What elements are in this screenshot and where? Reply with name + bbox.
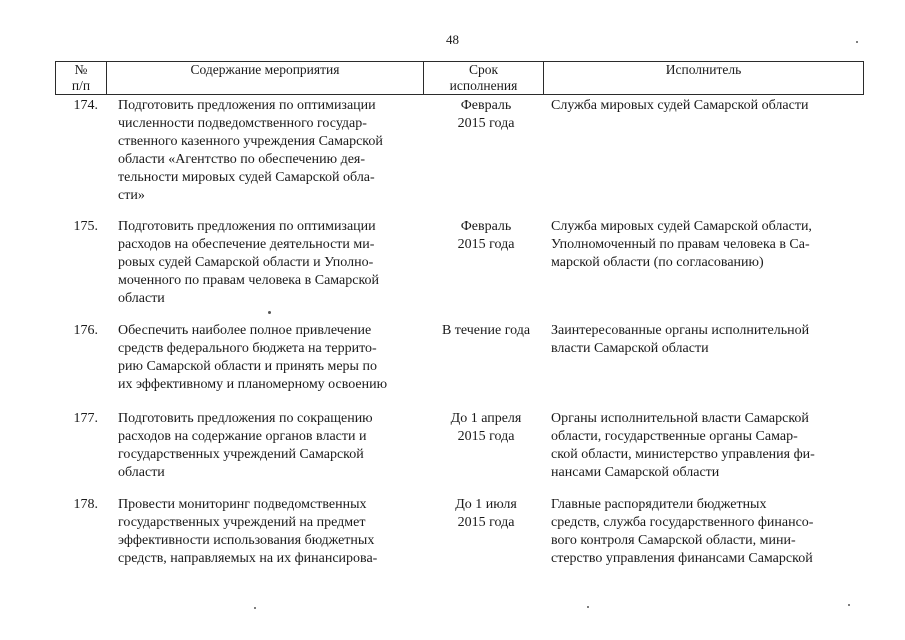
text-line: В течение года: [441, 323, 531, 338]
text-line: расходов на обеспечение деятельности ми-: [118, 237, 375, 252]
scan-speck: [856, 41, 858, 43]
row-content: [118, 218, 414, 308]
text-line: 2015 года: [457, 515, 515, 530]
row-deadline: [428, 322, 544, 340]
header-text: Срок: [468, 62, 499, 77]
row-executor: [551, 410, 851, 482]
row-deadline: [428, 218, 544, 254]
text-line: Обеспечить наиболее полное привлечение: [118, 323, 372, 338]
text-line: марской области (по согласованию): [551, 255, 764, 270]
header-text: №: [74, 62, 88, 77]
text-line: власти Самарской области: [551, 341, 709, 356]
header-col-content: [107, 62, 423, 78]
text-line: До 1 апреля: [450, 411, 522, 426]
header-divider: [863, 61, 864, 95]
text-line: Заинтересованные органы исполнительной: [551, 323, 810, 338]
text-line: средств, направляемых на их финансирова-: [118, 551, 378, 566]
text-line: стерство управления финансами Самарской: [551, 551, 813, 566]
scan-speck: [254, 607, 256, 609]
header-col-executor: [544, 62, 863, 78]
row-number: 175.: [73, 219, 98, 234]
text-line: Служба мировых судей Самарской области: [551, 98, 809, 113]
row-content: [118, 496, 414, 568]
row-executor: [551, 322, 851, 358]
text-line: 2015 года: [457, 237, 515, 252]
page-number: 48: [446, 32, 459, 47]
text-line: Подготовить предложения по оптимизации: [118, 219, 376, 234]
row-executor: [551, 218, 851, 272]
row-number: 174.: [73, 98, 98, 113]
text-line: 2015 года: [457, 429, 515, 444]
header-bottom-border: [55, 94, 864, 95]
text-line: тельности мировых судей Самарской обла-: [118, 170, 375, 185]
text-line: сти»: [118, 188, 145, 203]
text-line: вого контроля Самарской области, мини-: [551, 533, 796, 548]
header-col-deadline: [424, 62, 543, 94]
text-line: рию Самарской области и принять меры по: [118, 359, 377, 374]
text-line: Уполномоченный по правам человека в Са-: [551, 237, 810, 252]
text-line: 2015 года: [457, 116, 515, 131]
header-col-num: [56, 62, 106, 94]
row-number: 178.: [73, 497, 98, 512]
text-line: Февраль: [460, 219, 512, 234]
row-deadline: [428, 496, 544, 532]
row-executor: [551, 97, 851, 115]
text-line: Органы исполнительной власти Самарской: [551, 411, 809, 426]
text-line: моченного по правам человека в Самарской: [118, 273, 380, 288]
text-line: средств федерального бюджета на террито-: [118, 341, 377, 356]
text-line: До 1 июля: [455, 497, 517, 512]
text-line: ской области, министерство управления фи-: [551, 447, 815, 462]
text-line: государственных учреждений Самарской: [118, 447, 364, 462]
row-deadline: [428, 410, 544, 446]
text-line: Главные распорядители бюджетных: [551, 497, 767, 512]
scan-speck: [268, 311, 271, 314]
row-number: 176.: [73, 323, 98, 338]
text-line: Подготовить предложения по сокращению: [118, 411, 373, 426]
text-line: Февраль: [460, 98, 512, 113]
text-line: области, государственные органы Самар-: [551, 429, 798, 444]
text-line: Подготовить предложения по оптимизации: [118, 98, 376, 113]
text-line: области: [118, 291, 165, 306]
scan-speck: [848, 604, 850, 606]
text-line: средств, служба государственного финансо-: [551, 515, 814, 530]
row-content: [118, 322, 414, 394]
row-content: [118, 410, 414, 482]
text-line: Провести мониторинг подведомственных: [118, 497, 367, 512]
text-line: ровых судей Самарской области и Уполно-: [118, 255, 374, 270]
header-text: Исполнитель: [665, 62, 742, 77]
row-deadline: [428, 97, 544, 133]
row-number: 177.: [73, 411, 98, 426]
text-line: численности подведомственного государ-: [118, 116, 367, 131]
text-line: расходов на содержание органов власти и: [118, 429, 367, 444]
text-line: Служба мировых судей Самарской области,: [551, 219, 812, 234]
scan-speck: [587, 606, 589, 608]
header-text: Содержание мероприятия: [190, 62, 340, 77]
row-content: [118, 97, 414, 205]
text-line: области: [118, 465, 165, 480]
text-line: нансами Самарской области: [551, 465, 720, 480]
text-line: эффективности использования бюджетных: [118, 533, 375, 548]
row-executor: [551, 496, 851, 568]
text-line: государственных учреждений на предмет: [118, 515, 366, 530]
text-line: их эффективному и планомерному освоению: [118, 377, 388, 392]
header-text: п/п: [71, 78, 91, 93]
text-line: области «Агентство по обеспечению дея-: [118, 152, 366, 167]
text-line: ственного казенного учреждения Самарской: [118, 134, 383, 149]
header-text: исполнения: [449, 78, 518, 93]
